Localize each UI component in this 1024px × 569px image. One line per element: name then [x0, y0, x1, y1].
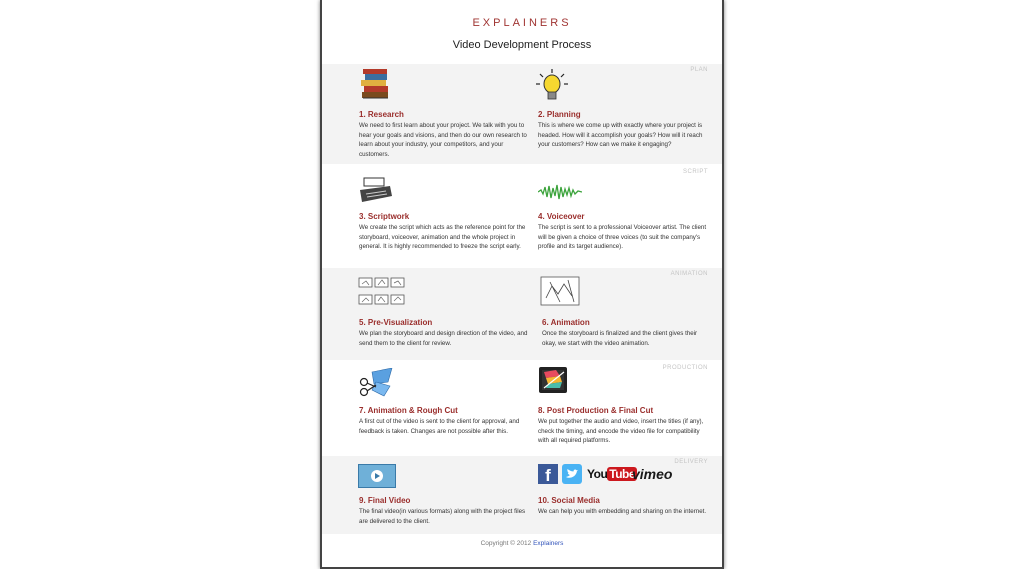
- section-tag: PLAN: [690, 67, 708, 73]
- step-title: 7. Animation & Rough Cut: [359, 406, 458, 415]
- section-delivery: [322, 456, 722, 534]
- section-tag: DELIVERY: [674, 459, 708, 465]
- step-title: 5. Pre-Visualization: [359, 318, 433, 327]
- footer-link[interactable]: Explainers: [533, 540, 564, 547]
- step-rough-cut: [359, 406, 529, 436]
- step-description: We put together the audio and video, insert the titles (if any), check the timing, and encode the video file for compatibility with all required platforms.: [538, 418, 704, 445]
- step-title: 6. Animation: [542, 318, 590, 327]
- section-tag: ANIMATION: [670, 271, 708, 277]
- step-description: Once the storyboard is finalized and the client gives their okay, we start with the video animation.: [542, 330, 698, 347]
- step-scriptwork: [359, 212, 529, 252]
- section-tag: PRODUCTION: [662, 365, 708, 371]
- footer: [322, 540, 722, 547]
- typewriter-icon: [358, 176, 394, 204]
- copyright-text: Copyright © 2012: [480, 540, 532, 547]
- books-icon: [358, 68, 394, 102]
- step-description: This is where we come up with exactly where your project is headed. How will it accomplish your goals? How will it reach your customers? How can we make it engaging?: [538, 122, 703, 149]
- step-pre-visualization: [359, 318, 529, 348]
- scissors-film-icon: [358, 368, 394, 398]
- step-description: A first cut of the video is sent to the client for approval, and feedback is taken. Changes are not possible after this.: [359, 418, 520, 435]
- final-cut-icon: [538, 364, 570, 396]
- step-voiceover: [538, 212, 708, 252]
- step-title: 1. Research: [359, 110, 404, 119]
- step-description: We can help you with embedding and sharing on the internet.: [538, 508, 707, 515]
- brand-title: EXPLAINERS: [472, 17, 572, 29]
- step-post-production: [538, 406, 712, 446]
- section-production: [322, 362, 722, 454]
- step-title: 2. Planning: [538, 110, 581, 119]
- youtube-icon[interactable]: You Tube: [587, 467, 636, 481]
- section-script: [322, 166, 722, 266]
- section-plan: [322, 64, 722, 164]
- step-animation: [542, 318, 712, 348]
- social-logos: [538, 464, 688, 486]
- twitter-icon[interactable]: [562, 464, 582, 484]
- step-description: The script is sent to a professional Voiceover artist. The client will be given a choice of three voices (to suit the company's profile and its target audience).: [538, 224, 707, 251]
- facebook-icon[interactable]: f: [538, 464, 558, 484]
- page-subtitle: Video Development Process: [452, 39, 592, 51]
- step-social-media: [538, 496, 708, 517]
- section-tag: SCRIPT: [682, 169, 708, 175]
- soundwave-icon: [538, 184, 582, 200]
- step-description: We create the script which acts as the reference point for the storyboard, voiceover, animation and the whole project in general. It is highly recommended to freeze the script early.: [359, 224, 526, 251]
- document-page: [320, 0, 724, 569]
- step-description: We need to first learn about your project. We talk with you to hear your goals and visions, and then do our own research to learn about your industry, your competitors, and your customers.: [359, 122, 527, 158]
- storyboard-icon: [358, 276, 406, 308]
- step-title: 10. Social Media: [538, 496, 600, 505]
- step-final-video: [359, 496, 529, 526]
- animation-sketch-icon: [540, 276, 580, 306]
- step-title: 9. Final Video: [359, 496, 411, 505]
- vimeo-icon[interactable]: vimeo: [632, 466, 673, 482]
- lightbulb-icon: [534, 68, 570, 104]
- step-title: 8. Post Production & Final Cut: [538, 406, 654, 415]
- step-planning: [538, 110, 708, 150]
- video-player-icon: [358, 464, 396, 488]
- step-title: 4. Voiceover: [538, 212, 585, 221]
- section-animation: [322, 268, 722, 360]
- step-description: The final video(in various formats) along with the project files are delivered to the client.: [359, 508, 526, 525]
- step-title: 3. Scriptwork: [359, 212, 410, 221]
- step-research: [359, 110, 529, 159]
- step-description: We plan the storyboard and design direction of the video, and send them to the client for review.: [359, 330, 528, 347]
